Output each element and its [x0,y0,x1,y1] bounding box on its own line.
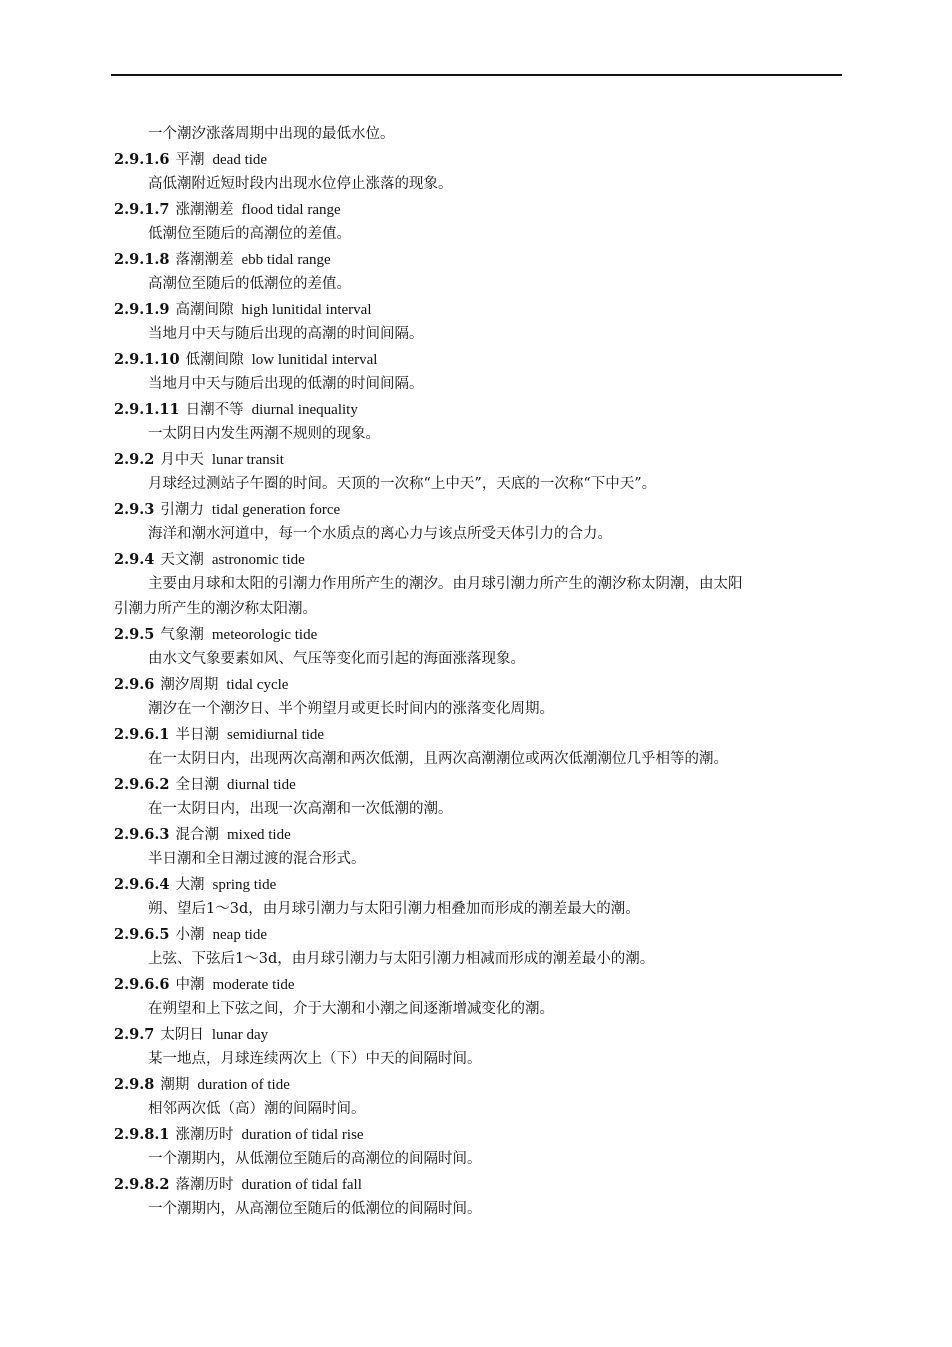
entry-heading [114,247,842,272]
entry-term-chinese: 气象潮 [160,627,204,643]
entry-term-chinese: 全日潮 [175,777,220,793]
entry-term-chinese: 潮期 [160,1077,190,1093]
entry-term-chinese: 高潮间隙 [175,302,234,318]
entry-term-english: duration of tidal fall [241,1177,362,1193]
entry-number: 2.9.1.8 [114,251,170,268]
entry-term-english: semidiurnal tide [227,727,325,743]
entry-number: 2.9.8.2 [114,1176,170,1193]
entry-term-chinese: 涨潮历时 [175,1127,234,1143]
entry-number: 2.9.7 [114,1026,155,1043]
entry-heading [114,147,842,172]
entry-definition: 低潮位至随后的高潮位的差值。 [148,226,351,242]
entry-definition: 上弦、下弦后1～3d，由月球引潮力与太阳引潮力相减而形成的潮差最小的潮。 [148,951,655,967]
entry-term-chinese: 潮汐周期 [160,677,219,693]
entry-term-chinese: 涨潮潮差 [175,202,234,218]
entry-number: 2.9.2 [114,451,155,468]
entry-term-chinese: 日潮不等 [185,402,244,418]
entry-definition: 相邻两次低（高）潮的间隔时间。 [148,1101,366,1117]
entry-term-english: astronomic tide [211,552,305,568]
entry-term-chinese: 天文潮 [160,552,204,568]
entry-number: 2.9.8.1 [114,1126,170,1143]
entry-heading [114,397,842,422]
entry-heading [114,1022,842,1047]
entry-term-english: high lunitidal interval [241,302,372,318]
entry-term-chinese: 混合潮 [175,827,220,843]
entry-heading [114,872,842,897]
entry-term-chinese: 引潮力 [160,502,204,518]
entry-definition: 半日潮和全日潮过渡的混合形式。 [148,851,366,867]
entry-term-english: duration of tide [197,1077,290,1093]
entry-term-english: meteorologic tide [211,627,318,643]
entry-heading [114,622,842,647]
entry-term-chinese: 平潮 [175,152,205,168]
entry-definition: 在一太阴日内，出现一次高潮和一次低潮的潮。 [148,801,453,817]
entry-heading [114,722,842,747]
entry-definition: 高低潮附近短时段内出现水位停止涨落的现象。 [148,176,453,192]
glossary-content [114,122,842,1222]
entry-definition: 引潮力所产生的潮汐称太阳潮。 [114,601,317,617]
entry-term-chinese: 太阴日 [160,1027,204,1043]
entry-term-english: diurnal inequality [251,402,358,418]
entry-heading [114,972,842,997]
entry-heading [114,547,842,572]
entry-term-english: tidal generation force [211,502,341,518]
entry-number: 2.9.6.3 [114,826,170,843]
entry-definition: 在朔望和上下弦之间，介于大潮和小潮之间逐渐增减变化的潮。 [148,1001,554,1017]
entry-definition: 某一地点，月球连续两次上（下）中天的间隔时间。 [148,1051,482,1067]
entry-heading [114,197,842,222]
entry-list [114,147,842,1222]
entry-term-english: tidal cycle [226,677,289,693]
entry-term-chinese: 月中天 [160,452,204,468]
entry-term-chinese: 低潮间隙 [185,352,244,368]
entry-heading [114,447,842,472]
entry-definition: 在一太阴日内，出现两次高潮和两次低潮，且两次高潮潮位或两次低潮潮位几乎相等的潮。 [148,751,728,767]
entry-heading [114,672,842,697]
entry-number: 2.9.1.6 [114,151,170,168]
entry-term-chinese: 小潮 [175,927,205,943]
entry-definition: 海洋和潮水河道中，每一个水质点的离心力与该点所受天体引力的合力。 [148,526,612,542]
entry-term-english: low lunitidal interval [251,352,378,368]
entry-term-english: lunar transit [211,452,284,468]
entry-heading [114,347,842,372]
entry-number: 2.9.6.2 [114,776,170,793]
entry-heading [114,1072,842,1097]
entry-definition: 月球经过测站子午圈的时间。天顶的一次称“上中天”，天底的一次称“下中天”。 [148,476,657,492]
entry-definition: 潮汐在一个潮汐日、半个朔望月或更长时间内的涨落变化周期。 [148,701,554,717]
entry-number: 2.9.6.6 [114,976,170,993]
entry-heading [114,1172,842,1197]
entry-definition: 一个潮期内，从高潮位至随后的低潮位的间隔时间。 [148,1201,482,1217]
entry-number: 2.9.8 [114,1076,155,1093]
lead-definition: 一个潮汐涨落周期中出现的最低水位。 [148,126,395,142]
entry-term-english: lunar day [211,1027,269,1043]
entry-heading [114,922,842,947]
entry-number: 2.9.3 [114,501,155,518]
entry-heading [114,297,842,322]
entry-term-english: dead tide [212,152,268,168]
entry-heading [114,497,842,522]
entry-term-chinese: 半日潮 [175,727,220,743]
entry-term-english: duration of tidal rise [241,1127,364,1143]
entry-definition: 高潮位至随后的低潮位的差值。 [148,276,351,292]
entry-heading [114,772,842,797]
entry-definition: 当地月中天与随后出现的低潮的时间间隔。 [148,376,424,392]
entry-term-chinese: 落潮历时 [175,1177,234,1193]
entry-definition: 当地月中天与随后出现的高潮的时间间隔。 [148,326,424,342]
entry-number: 2.9.6.5 [114,926,170,943]
entry-term-english: diurnal tide [227,777,296,793]
entry-definition: 一太阴日内发生两潮不规则的现象。 [148,426,380,442]
entry-number: 2.9.6.4 [114,876,170,893]
entry-heading [114,1122,842,1147]
entry-term-english: spring tide [212,877,277,893]
entry-definition: 一个潮期内，从低潮位至随后的高潮位的间隔时间。 [148,1151,482,1167]
entry-number: 2.9.1.7 [114,201,170,218]
entry-number: 2.9.6.1 [114,726,170,743]
entry-term-english: neap tide [212,927,268,943]
entry-term-chinese: 大潮 [175,877,205,893]
header-rule [111,74,842,76]
entry-term-english: moderate tide [212,977,295,993]
entry-heading [114,822,842,847]
entry-term-chinese: 中潮 [175,977,205,993]
entry-number: 2.9.4 [114,551,155,568]
entry-definition: 主要由月球和太阳的引潮力作用所产生的潮汐。由月球引潮力所产生的潮汐称太阴潮，由太阳 [148,576,743,592]
entry-number: 2.9.5 [114,626,155,643]
entry-definition: 由水文气象要素如风、气压等变化而引起的海面涨落现象。 [148,651,525,667]
entry-number: 2.9.1.10 [114,351,180,368]
entry-term-english: ebb tidal range [241,252,331,268]
entry-number: 2.9.1.11 [114,401,180,418]
entry-term-chinese: 落潮潮差 [175,252,234,268]
entry-term-english: flood tidal range [241,202,341,218]
entry-term-english: mixed tide [227,827,291,843]
entry-definition: 朔、望后1～3d，由月球引潮力与太阳引潮力相叠加而形成的潮差最大的潮。 [148,901,640,917]
entry-number: 2.9.1.9 [114,301,170,318]
entry-number: 2.9.6 [114,676,155,693]
